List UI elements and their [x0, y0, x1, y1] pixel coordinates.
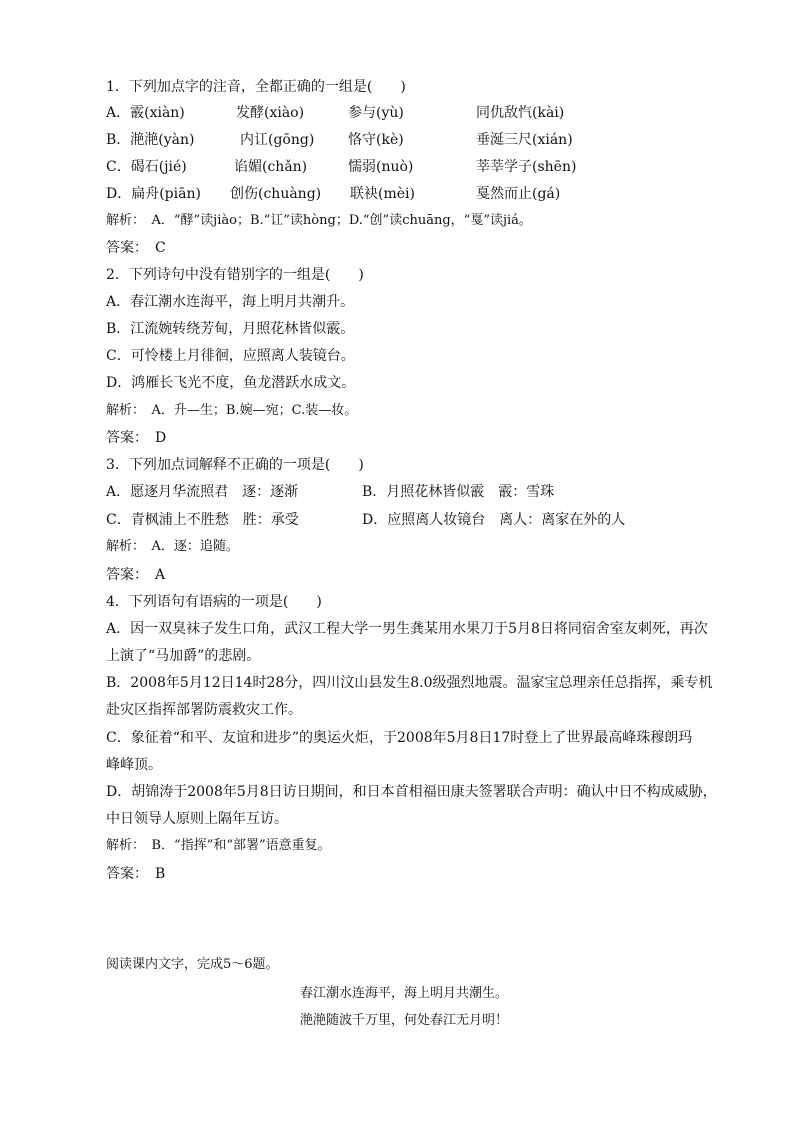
- q2-answer: 答案： D: [106, 430, 167, 446]
- option-item: C．碣石(jié): [106, 159, 187, 175]
- option-item: 谄媚(chǎn): [234, 159, 308, 175]
- q1-analysis: 解析： A．“酵”读jiào；B.“讧”读hòng；D.“创”读chuāng，“戛”读jiá。: [106, 213, 532, 228]
- option-item: 同仇敌忾(kài): [476, 105, 565, 121]
- q2-option-a: A．春江潮水连海平，海上明月共潮升。: [106, 294, 355, 310]
- q3-analysis: 解析： A．逐：追随。: [106, 539, 239, 554]
- q1-answer: 答案： C: [106, 240, 166, 256]
- q4-stem: 4．下列语句有语病的一项是( ): [106, 594, 322, 610]
- q4-option-a-line2: 上演了“马加爵”的悲剧。: [106, 648, 261, 664]
- option-item: B．滟滟(yàn): [106, 132, 195, 148]
- option-item: C．青枫浦上不胜愁 胜：承受: [106, 512, 299, 528]
- q2-stem: 2．下列诗句中没有错别字的一组是( ): [106, 267, 364, 283]
- q4-option-b-line1: B．2008年5月12日14时28分，四川汶山县发生8.0级强烈地震。温家宝总理亲任总指挥，乘专机: [106, 675, 713, 691]
- option-item: D．应照离人妆镜台 离人：离家在外的人: [362, 512, 626, 528]
- option-item: D．扁舟(piān): [106, 186, 201, 202]
- reading-intro: 阅读课内文字，完成5～6题。: [106, 957, 279, 972]
- option-item: 发酵(xiào): [236, 105, 305, 121]
- q3-option-row-2: [106, 510, 626, 530]
- poem-line: 滟滟随波千万里，何处春江无月明！: [300, 1013, 509, 1028]
- poem-line: 春江潮水连海平，海上明月共潮生。: [300, 986, 509, 1001]
- option-item: 恪守(kè): [348, 132, 404, 148]
- option-item: 垂涎三尺(xián): [476, 132, 573, 148]
- q1-option-b: [106, 130, 573, 150]
- q1-option-a: [106, 103, 565, 123]
- q1-option-d: [106, 184, 561, 204]
- q1-option-c: [106, 157, 577, 177]
- q1-stem: 1．下列加点字的注音，全都正确的一组是( ): [106, 79, 406, 95]
- option-item: 戛然而止(gá): [476, 186, 561, 202]
- q3-answer: 答案： A: [106, 567, 166, 583]
- q4-answer: 答案： B: [106, 866, 166, 882]
- option-item: 内讧(gōng): [240, 132, 315, 148]
- option-item: A．霰(xiàn): [106, 105, 185, 121]
- q3-option-row-1: [106, 482, 555, 502]
- q2-option-b: B．江流婉转绕芳甸，月照花林皆似霰。: [106, 321, 355, 337]
- option-item: A．愿逐月华流照君 逐：逐渐: [106, 484, 299, 500]
- q4-option-a-line1: A．因一双臭袜子发生口角，武汉工程大学一男生龚某用水果刀于5月8日将同宿舍室友刺死，再次: [106, 621, 708, 637]
- q2-option-d: D．鸿雁长飞光不度，鱼龙潜跃水成文。: [106, 375, 356, 391]
- q3-stem: 3．下列加点词解释不正确的一项是( ): [106, 457, 364, 473]
- option-item: 参与(yù): [348, 105, 404, 121]
- q4-analysis: 解析： B．“指挥”和“部署”语意重复。: [106, 838, 331, 853]
- q4-option-b-line2: 赴灾区指挥部署防震救灾工作。: [106, 702, 302, 718]
- option-item: B．月照花林皆似霰 霰：雪珠: [362, 484, 555, 500]
- q4-option-c-line1: C．象征着“和平、友谊和进步”的奥运火炬，于2008年5月8日17时登上了世界最高峰珠穆朗玛: [106, 730, 693, 746]
- q4-option-c-line2: 峰峰顶。: [106, 757, 162, 773]
- option-item: 懦弱(nuò): [348, 159, 414, 175]
- option-item: 莘莘学子(shēn): [476, 159, 577, 175]
- q2-option-c: C．可怜楼上月徘徊，应照离人装镜台。: [106, 348, 355, 364]
- option-item: 联袂(mèi): [350, 186, 415, 202]
- q2-analysis: 解析： A．升—生；B.婉—宛；C.装—妆。: [106, 403, 358, 418]
- option-item: 创伤(chuàng): [230, 186, 322, 202]
- q4-option-d-line1: D．胡锦涛于2008年5月8日访日期间，和日本首相福田康夫签署联合声明：确认中日不构成威胁，: [106, 784, 717, 800]
- q4-option-d-line2: 中日领导人原则上隔年互访。: [106, 811, 288, 827]
